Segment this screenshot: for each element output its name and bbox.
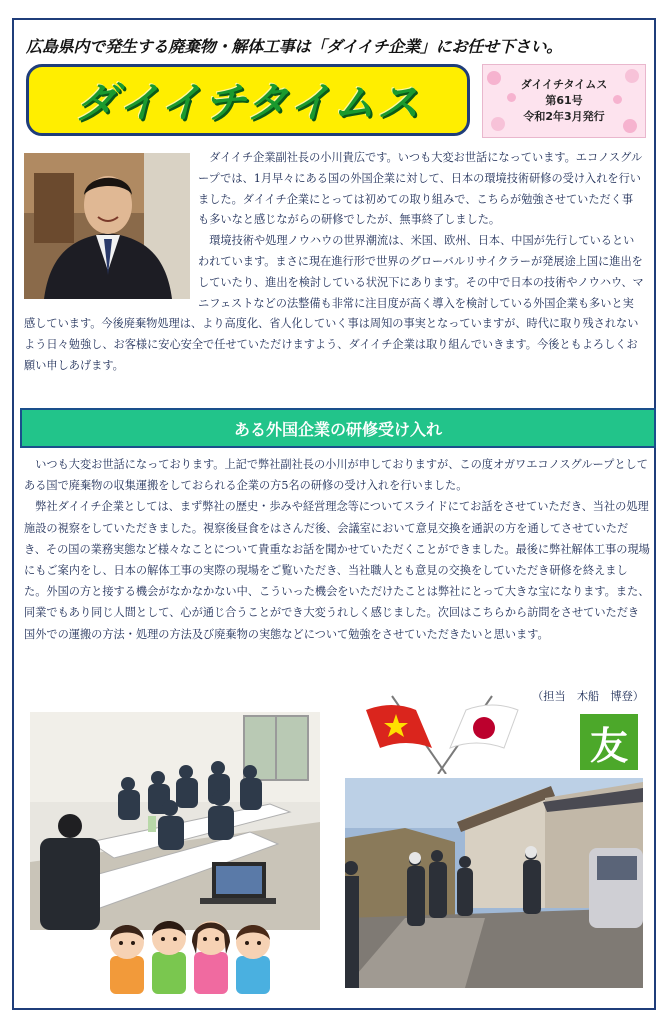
newsletter-title: ダイイチタイムス	[74, 78, 422, 127]
issue-name: ダイイチタイムス	[520, 78, 608, 91]
section-heading	[20, 408, 656, 448]
flower-decoration	[507, 93, 516, 102]
friendship-badge: 友	[580, 714, 638, 770]
children-illustration	[104, 912, 274, 996]
demolition-site-photo	[345, 778, 643, 988]
issue-info-box	[482, 64, 646, 138]
flower-decoration	[613, 95, 622, 104]
flower-decoration	[623, 119, 637, 133]
vietnam-japan-flags	[362, 690, 522, 774]
seminar-room-photo	[30, 712, 320, 930]
flower-decoration	[625, 69, 639, 83]
intro-paragraph-1: ダイイチ企業副社長の小川貴広です。いつも大変お世話になっています。エコノスグループでは、1月早々にある国の外国企業に対して、日本の環境技術研修の受け入れを行いました。ダイイチ企業にとっては初めての取り組みで、こちらが勉強させていただく事も多いなと感じながらの研修でしたが、無事終了しました。	[198, 151, 643, 227]
flower-decoration	[487, 71, 501, 85]
article-paragraph-1: いつも大変お世話になっております。上記で弊社副社長の小川が申しておりますが、この度オガワエコノスグループとしてある国で廃棄物の収集運搬をしておられる企業の方5名の研修の受け入れを行いました。	[24, 458, 648, 493]
issue-date: 令和2年3月発行	[523, 110, 605, 123]
issue-number: 第61号	[545, 94, 583, 107]
intro-article	[24, 148, 644, 377]
training-article	[24, 454, 650, 645]
headline: 広島県内で発生する廃棄物・解体工事は「ダイイチ企業」にお任せ下さい。	[26, 37, 563, 56]
flower-decoration	[491, 117, 505, 131]
photo-spacer	[24, 148, 198, 298]
section-title: ある外国企業の研修受け入れ	[233, 419, 442, 439]
article-paragraph-2: 弊社ダイイチ企業としては、まず弊社の歴史・歩みや経営理念等についてスライドにてお話をさせていただき、当社の処理施設の視察をしていただきました。視察後昼食をはさんだ後、会議室において意見交換を通訳の方を通してさせていただき、その国の業務実態など様々なことについて貴重なお話を聞かせていただくことができました。最後に弊社解体工事の現場にもご案内をし、日本の解体工事の実際の現場をご覧いただき、当社職人とも意見の交換をしていただき研修を終えました。外国の方と接する機会がなかなかない中、こういった機会をいただけたことは弊社にとって大きな宝になります。また、同業でもあり同じ人間として、心が通じ合うことができ大変うれしく感じました。次回はこちらから訪問をさせていただき国外での運搬の方法・処理の方法及び廃棄物の実態などについて勉強をさせていただきたいと思います。	[24, 500, 650, 641]
newsletter-title-box	[26, 64, 470, 136]
intro-paragraph-2: 環境技術や処理ノウハウの世界潮流は、米国、欧州、日本、中国が先行しているといわれています。まさに現在進行形で世界のグローバルリサイクラーが発展途上国に進出をしていたり、進出を検討している状況下にあります。その中で日本の技術やノウハウ、マニフェストなどの法整備も非常に注目度が高く導入を検討している外国企業も多いと実感しています。今後廃棄物処理は、より高度化、省人化していく事は周知の事実となっていますが、時代に取り残されないよう日々勉強し、お客様に安心安全で任せていただけますよう、ダイイチ企業は取り組んでいきます。今後ともよろしくお願い申しあげます。	[24, 234, 644, 372]
author-signature: （担当 木船 博登）	[532, 690, 644, 703]
